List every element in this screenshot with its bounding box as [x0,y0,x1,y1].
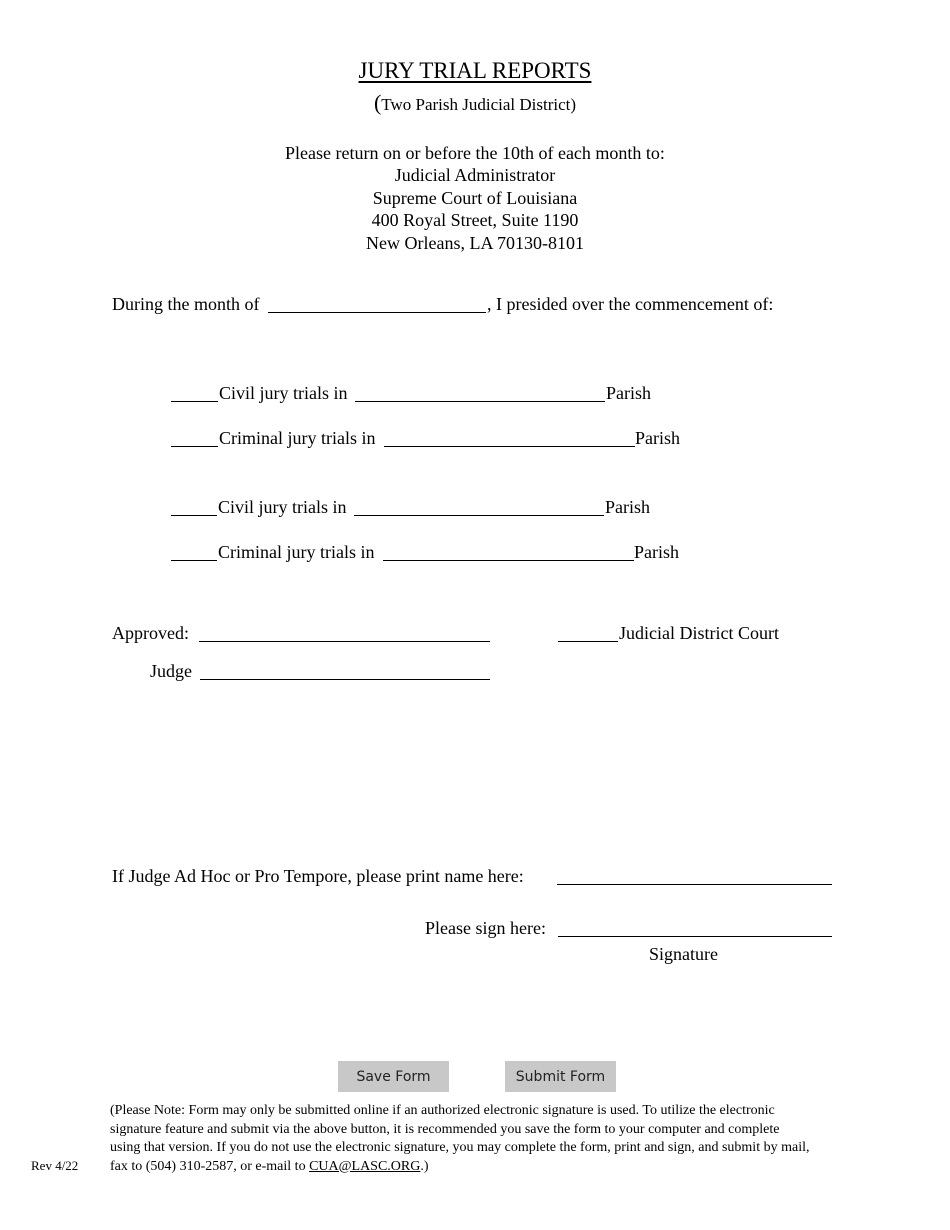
form-title: JURY TRIAL REPORTS [358,58,592,83]
return-instruction: Please return on or before the 10th of each month to: [285,143,665,163]
subtitle-text: Two Parish Judicial District) [381,95,577,114]
subtitle-open-paren: ( [373,90,382,115]
approved-field[interactable] [199,641,490,642]
ad-hoc-name-field[interactable] [557,884,832,885]
civil-parish-field-2[interactable] [354,515,604,516]
parish-word-civil-1: Parish [606,383,651,403]
civil-parish-field-1[interactable] [355,401,605,402]
ad-hoc-label: If Judge Ad Hoc or Pro Tempore, please print name here: [112,866,524,886]
signature-caption: Signature [649,944,718,964]
parish-word-criminal-1: Parish [635,428,680,448]
signature-field[interactable] [558,936,832,937]
address-line-4: New Orleans, LA 70130-8101 [366,233,584,253]
judge-label: Judge [150,661,192,681]
judge-field[interactable] [200,679,490,680]
approved-label: Approved: [112,623,189,643]
parish-word-criminal-2: Parish [634,542,679,562]
criminal-label-1: Criminal jury trials in [219,428,376,448]
criminal-parish-field-1[interactable] [384,446,635,447]
district-court-label: Judicial District Court [619,623,779,643]
address-line-2: Supreme Court of Louisiana [372,188,578,208]
civil-label-1: Civil jury trials in [219,383,348,403]
submission-note [110,1102,810,1176]
form-subtitle [0,90,950,116]
address-line-3: 400 Royal Street, Suite 1190 [371,210,579,230]
civil-count-field-2[interactable] [171,515,217,516]
civil-label-2: Civil jury trials in [218,497,347,517]
criminal-label-2: Criminal jury trials in [218,542,375,562]
criminal-parish-field-2[interactable] [383,560,634,561]
email-link[interactable]: CUA@LASC.ORG [309,1158,421,1174]
month-prefix-label: During the month of [112,294,260,314]
note-closing: .) [420,1158,429,1174]
revision-label: Rev 4/22 [31,1158,79,1173]
district-number-field[interactable] [558,641,618,642]
civil-count-field-1[interactable] [171,401,218,402]
criminal-count-field-2[interactable] [171,560,217,561]
sign-here-label: Please sign here: [425,918,546,938]
note-text: (Please Note: Form may only be submitted online if an authorized electronic signature is used. To utilize the electronic signature feature and submit via the above button, it is recommended you save the form to your computer and complete using that version. If you do not use the electronic signature, you may complete the form, print and sign, and submit by mail, fax to (504) 310-2587, or e-mail to [110,1103,810,1174]
parish-word-civil-2: Parish [605,497,650,517]
address-line-1: Judicial Administrator [394,165,556,185]
criminal-count-field-1[interactable] [171,446,218,447]
month-field[interactable] [268,312,486,313]
submit-form-button[interactable]: Submit Form [505,1061,616,1092]
month-suffix-label: , I presided over the commencement of: [487,294,774,314]
save-form-button[interactable]: Save Form [338,1061,449,1092]
